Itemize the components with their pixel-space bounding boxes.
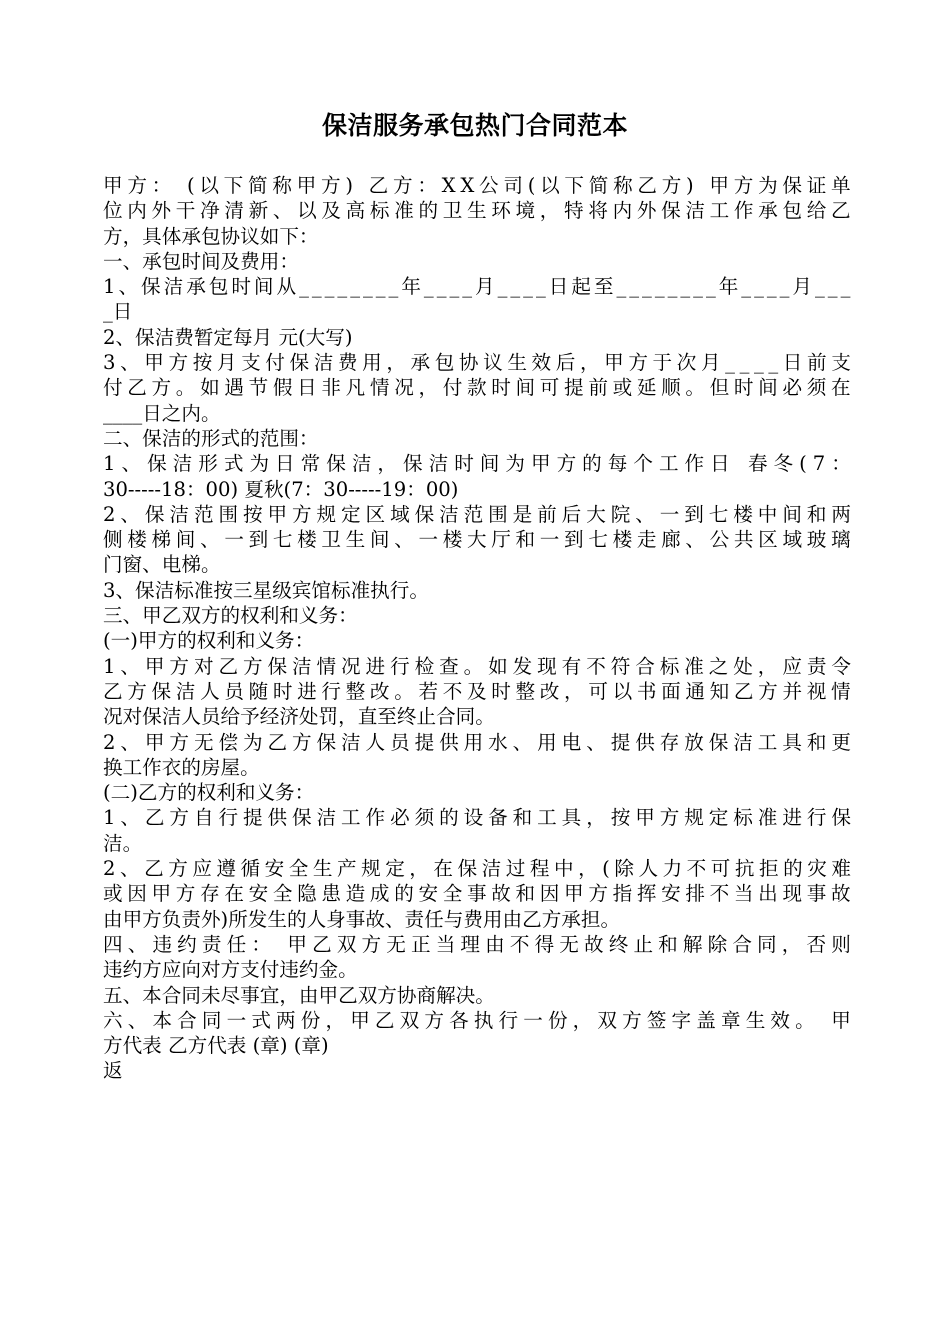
document-line: 位 内 外 干 净 清 新 、 以 及 高 标 准 的 卫 生 环 境 ， 特 将 内 外 保 洁 工 作 承 包 给 乙 [103,199,851,223]
document-title: 保洁服务承包热门合同范本 [321,111,628,140]
document-line: 2、保洁费暂定每月 元(大写) [103,325,353,349]
document-line: 30-----18：00) 夏秋(7：30-----19：00) [103,477,459,501]
document-line: 况对保洁人员给予经济处罚，直至终止合同。 [103,705,495,729]
document-line: 返 [103,1059,123,1083]
document-line: (一)甲方的权利和义务： [103,629,315,653]
document-line: 付 乙 方 。 如 遇 节 假 日 非 凡 情 况 ， 付 款 时 间 可 提 前 或 延 顺 。 但 时 间 必 须 在 [103,376,851,400]
document-line: 违约方应向对方支付违约金。 [103,958,358,982]
document-line: 六 、 本 合 同 一 式 两 份 ， 甲 乙 双 方 各 执 行 一 份 ， 双 方 签 字 盖 章 生 效 。 甲 [103,1008,851,1032]
document-line: 3 、 甲 方 按 月 支 付 保 洁 费 用 ， 承 包 协 议 生 效 后 ， 甲 方 于 次 月 _ _ _ _ 日 前 支 [103,351,851,375]
document-line: 2 、 甲 方 无 偿 为 乙 方 保 洁 人 员 提 供 用 水 、 用 电 、 提 供 存 放 保 洁 工 具 和 更 [103,730,851,754]
document-line: 甲 方 ： ( 以 下 简 称 甲 方 ) 乙 方 ： X X 公 司 ( 以 下 简 称 乙 方 ) 甲 方 为 保 证 单 [103,174,851,197]
document-line: 2 、 乙 方 应 遵 循 安 全 生 产 规 定 ， 在 保 洁 过 程 中 ， ( 除 人 力 不 可 抗 拒 的 灾 难 [103,857,851,881]
document-line: 1 、 甲 方 对 乙 方 保 洁 情 况 进 行 检 查 。 如 发 现 有 不 符 合 标 准 之 处 ， 应 责 令 [103,654,851,678]
document-line: 由甲方负责外)所发生的人身事故、责任与费用由乙方承担。 [103,907,621,931]
document-line: 洁。 [103,831,143,855]
document-line: 一、承包时间及费用： [103,249,299,273]
document-line: _日 [103,300,133,324]
document-line: 乙 方 保 洁 人 员 随 时 进 行 整 改 。 若 不 及 时 整 改 ， 可 以 书 面 通 知 乙 方 并 视 情 [103,679,851,703]
document-line: 门窗、电梯。 [103,553,221,577]
document-line: 1 、 乙 方 自 行 提 供 保 洁 工 作 必 须 的 设 备 和 工 具 ， 按 甲 方 规 定 标 准 进 行 保 [103,806,851,830]
document-line: 1 、 保 洁 形 式 为 日 常 保 洁 ， 保 洁 时 间 为 甲 方 的 每 个 工 作 日 春 冬 ( 7 ： [103,452,851,476]
document-line: 侧 楼 梯 间 、 一 到 七 楼 卫 生 间 、 一 楼 大 厅 和 一 到 七 楼 走 廊 、 公 共 区 域 玻 璃 [103,528,851,552]
document-line: 方代表 乙方代表 (章) (章) [103,1034,329,1058]
document-line: 3、保洁标准按三星级宾馆标准执行。 [103,578,429,602]
document-line: 五、本合同未尽事宜，由甲乙双方协商解决。 [103,983,495,1007]
document-line: 换工作衣的房屋。 [103,755,260,779]
document-body [103,173,851,1084]
document-line: ____日之内。 [103,401,221,425]
document-line: 三、甲乙双方的权利和义务： [103,604,358,628]
document-line: 或 因 甲 方 存 在 安 全 隐 患 造 成 的 安 全 事 故 和 因 甲 方 指 挥 安 排 不 当 出 现 事 故 [103,882,851,906]
document-line: 四 、 违 约 责 任 ： 甲 乙 双 方 无 正 当 理 由 不 得 无 故 终 止 和 解 除 合 同 ， 否 则 [103,932,851,956]
document-line: 二、保洁的形式的范围： [103,426,319,450]
document-line: 1 、 保 洁 承 包 时 间 从 _ _ _ _ _ _ _ _ 年 _ _ _ _ 月 _ _ _ _ 日 起 至 _ _ _ _ _ _ _ _ 年 _ _ _ _ 月 _ _ _ [103,275,851,299]
document-line: 2 、 保 洁 范 围 按 甲 方 规 定 区 域 保 洁 范 围 是 前 后 大 院 、 一 到 七 楼 中 间 和 两 [103,502,851,526]
document-line: (二)乙方的权利和义务： [103,781,315,805]
document-line: 方，具体承包协议如下： [103,224,319,248]
